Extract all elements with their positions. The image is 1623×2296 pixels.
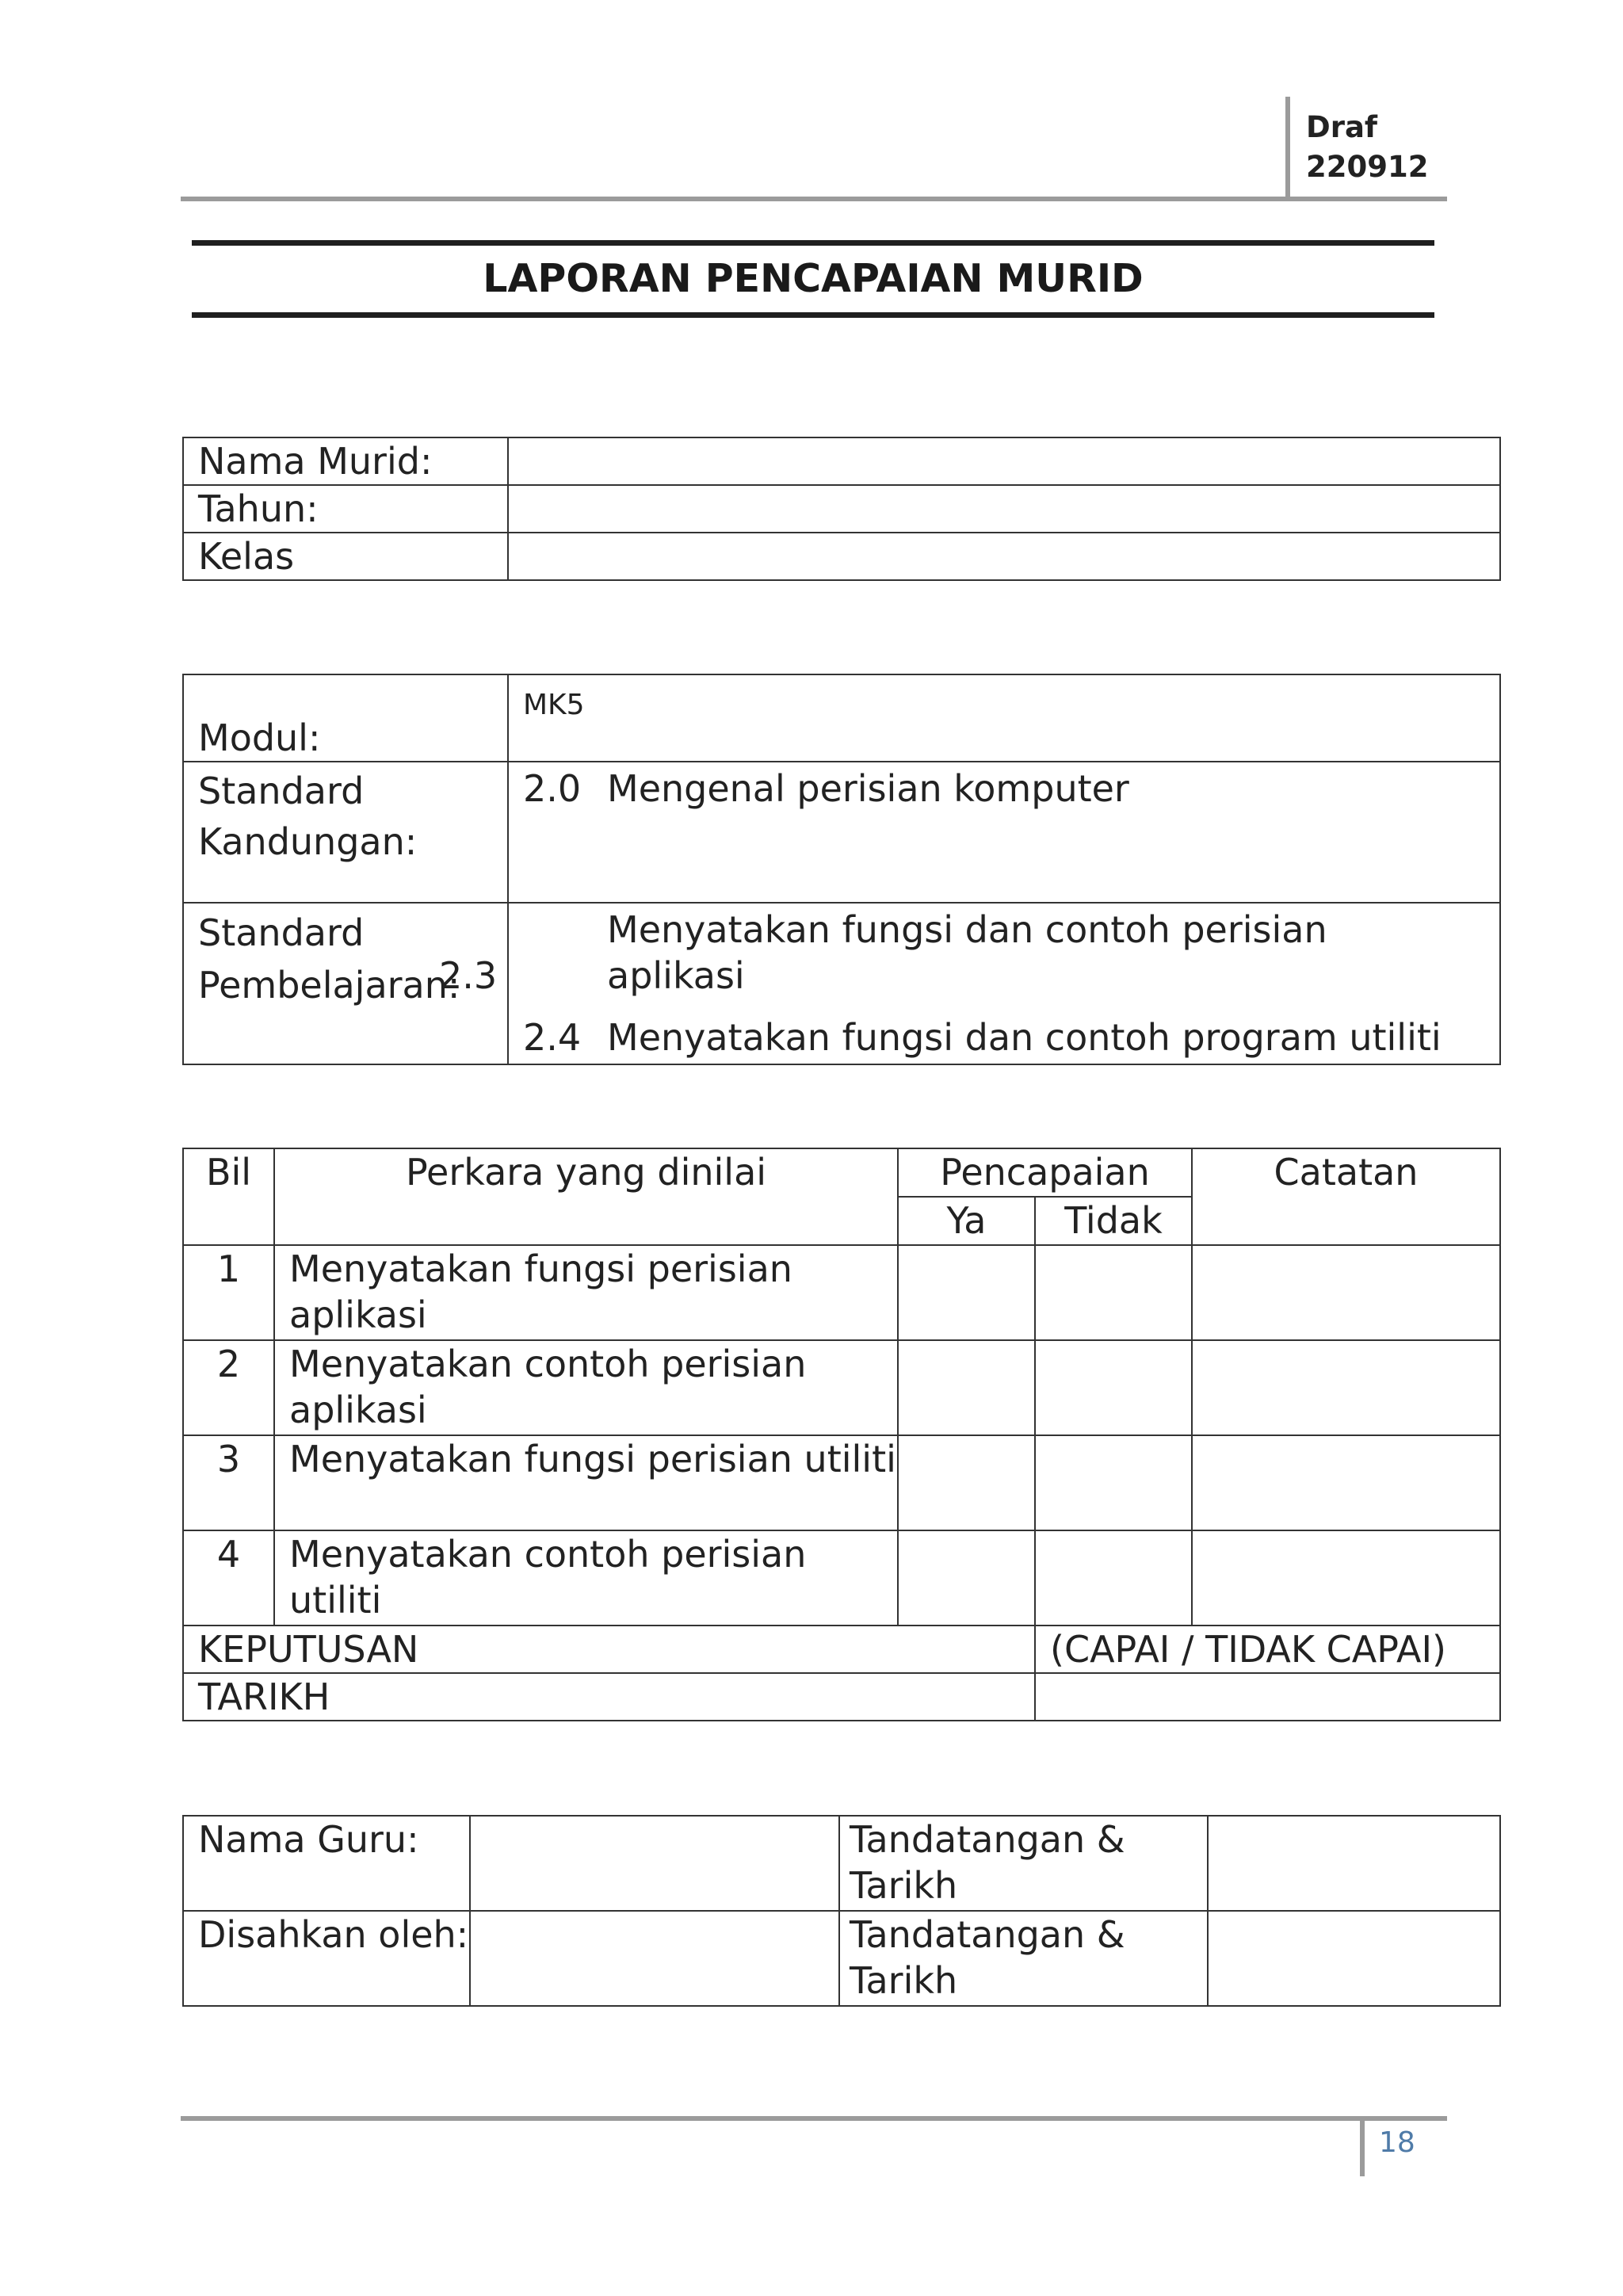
notes-cell[interactable] — [1192, 1435, 1500, 1530]
module-value: MK5 — [523, 689, 585, 721]
module-info-table — [182, 674, 1501, 1065]
table-row — [183, 1530, 1500, 1626]
verifier-sign-date-field[interactable] — [1208, 1911, 1500, 2006]
verified-by-label: Disahkan oleh: — [183, 1911, 470, 2006]
yes-cell[interactable] — [898, 1340, 1035, 1435]
table-row — [183, 1245, 1500, 1340]
table-row — [183, 762, 1500, 903]
student-name-field[interactable] — [508, 437, 1500, 485]
table-row — [183, 1626, 1500, 1673]
header-bil: Bil — [183, 1148, 274, 1245]
title-rule-top — [192, 240, 1434, 246]
decision-value[interactable]: (CAPAI / TIDAK CAPAI) — [1035, 1626, 1500, 1673]
student-info-table — [182, 437, 1501, 581]
content-standard-label: Standard Kandungan: — [183, 762, 508, 903]
notes-cell[interactable] — [1192, 1530, 1500, 1626]
list-item: 2.4 Menyatakan fungsi dan contoh program utiliti — [523, 1016, 1442, 1059]
header-no: Tidak — [1035, 1197, 1192, 1245]
table-row — [183, 533, 1500, 580]
learning-standard-list — [439, 903, 1500, 1064]
year-label: Tahun: — [183, 485, 508, 533]
table-row — [183, 1340, 1500, 1435]
content-standard-number: 2.0 — [523, 767, 582, 810]
draft-stamp — [1306, 108, 1428, 187]
header-notes: Catatan — [1192, 1148, 1500, 1245]
row-bil: 4 — [183, 1530, 274, 1626]
yes-cell[interactable] — [898, 1530, 1035, 1626]
table-row — [183, 1673, 1500, 1721]
decision-label: KEPUTUSAN — [183, 1626, 1035, 1673]
no-cell[interactable] — [1035, 1340, 1192, 1435]
page-number: 18 — [1379, 2126, 1415, 2159]
verified-by-field[interactable] — [470, 1911, 839, 2006]
header-rule — [181, 197, 1447, 201]
content-standard-text: Mengenal perisian komputer — [607, 767, 1129, 810]
class-label: Kelas — [183, 533, 508, 580]
assessment-table — [182, 1148, 1501, 1721]
date-field[interactable] — [1035, 1673, 1500, 1721]
list-item: 2.3Menyatakan fungsi dan contoh perisian aplikasi — [439, 908, 1327, 997]
yes-cell[interactable] — [898, 1245, 1035, 1340]
header-yes: Ya — [898, 1197, 1035, 1245]
year-field[interactable] — [508, 485, 1500, 533]
header-item: Perkara yang dinilai — [274, 1148, 898, 1245]
table-row — [183, 437, 1500, 485]
table-row — [183, 903, 1500, 1064]
row-item: Menyatakan fungsi perisian utiliti — [274, 1435, 898, 1530]
date-label: TARIKH — [183, 1673, 1035, 1721]
row-bil: 1 — [183, 1245, 274, 1340]
module-label: Modul: — [183, 674, 508, 762]
learning-standard-label: Standard Pembelajaran: — [183, 903, 508, 1064]
no-cell[interactable] — [1035, 1245, 1192, 1340]
row-item: Menyatakan contoh perisian utiliti — [274, 1530, 898, 1626]
teacher-name-label: Nama Guru: — [183, 1816, 470, 1911]
table-row — [183, 1435, 1500, 1530]
page-title: LAPORAN PENCAPAIAN MURID — [483, 256, 1144, 301]
teacher-sign-date-field[interactable] — [1208, 1816, 1500, 1911]
content-standard-value — [508, 762, 1500, 903]
row-bil: 3 — [183, 1435, 274, 1530]
row-item: Menyatakan fungsi perisian aplikasi — [274, 1245, 898, 1340]
teacher-sign-date-label: Tandatangan & Tarikh — [839, 1816, 1208, 1911]
table-row — [183, 1816, 1500, 1911]
yes-cell[interactable] — [898, 1435, 1035, 1530]
student-name-label: Nama Murid: — [183, 437, 508, 485]
no-cell[interactable] — [1035, 1530, 1192, 1626]
teacher-name-field[interactable] — [470, 1816, 839, 1911]
signoff-table — [182, 1815, 1501, 2007]
draft-code: 220912 — [1306, 150, 1429, 184]
table-row — [183, 1911, 1500, 2006]
row-item: Menyatakan contoh perisian aplikasi — [274, 1340, 898, 1435]
class-field[interactable] — [508, 533, 1500, 580]
notes-cell[interactable] — [1192, 1340, 1500, 1435]
verifier-sign-date-label: Tandatangan & Tarikh — [839, 1911, 1208, 2006]
title-rule-bottom — [192, 312, 1434, 318]
row-bil: 2 — [183, 1340, 274, 1435]
header-achievement: Pencapaian — [898, 1148, 1192, 1197]
footer-rule — [181, 2116, 1447, 2121]
footer-divider — [1360, 2119, 1365, 2176]
notes-cell[interactable] — [1192, 1245, 1500, 1340]
draft-label: Draf — [1306, 110, 1378, 144]
no-cell[interactable] — [1035, 1435, 1192, 1530]
header-divider — [1285, 97, 1290, 200]
table-row — [183, 485, 1500, 533]
table-header-row — [183, 1148, 1500, 1197]
table-row — [183, 674, 1500, 762]
